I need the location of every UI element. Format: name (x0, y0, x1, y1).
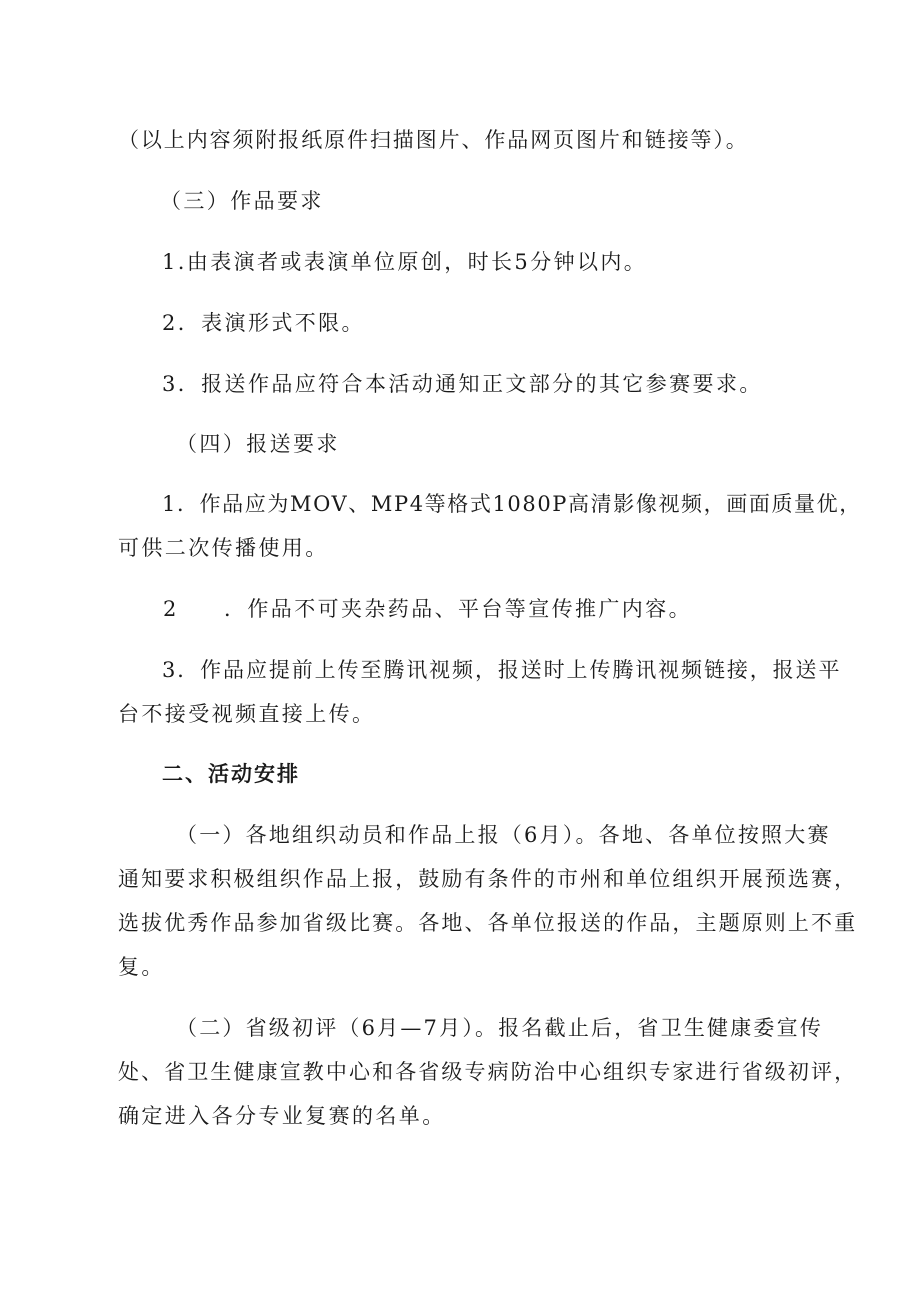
section-heading-work-requirements: （三）作品要求 (160, 189, 324, 213)
schedule-2-line-3: 确定进入各分专业复赛的名单。 (118, 1104, 446, 1128)
scan-note-line: （以上内容须附报纸原件扫描图片、作品网页图片和链接等）。 (118, 128, 749, 152)
requirement-item-1: 1.由表演者或表演单位原创，时长5分钟以内。 (162, 250, 648, 274)
schedule-1-line-2: 通知要求积极组织作品上报，鼓励有条件的市州和单位组织开展预选赛， (118, 867, 858, 891)
schedule-1-line-3: 选拔优秀作品参加省级比赛。各地、各单位报送的作品，主题原则上不重 (118, 911, 858, 935)
requirement-item-2: 2．表演形式不限。 (162, 311, 365, 335)
submission-item-1-line-1: 1．作品应为MOV、MP4等格式1080P高清影像视频，画面质量优， (162, 492, 862, 516)
schedule-2-line-1: （二）省级初评（6月—7月）。报名截止后，省卫生健康委宣传 (176, 1016, 824, 1040)
schedule-1-line-4: 复。 (118, 955, 165, 979)
submission-item-3-line-2: 台不接受视频直接上传。 (118, 702, 376, 726)
submission-item-2-number: 2 (163, 597, 179, 621)
submission-item-1-line-2: 可供二次传播使用。 (118, 536, 329, 560)
submission-item-3-line-1: 3．作品应提前上传至腾讯视频，报送时上传腾讯视频链接，报送平 (162, 658, 842, 682)
requirement-item-3: 3．报送作品应符合本活动通知正文部分的其它参赛要求。 (162, 372, 763, 396)
schedule-1-line-1: （一）各地组织动员和作品上报（6月）。各地、各单位按照大赛 (176, 823, 831, 847)
section-heading-submission-requirements: （四）报送要求 (176, 432, 340, 456)
schedule-2-line-2: 处、省卫生健康宣教中心和各省级专病防治中心组织专家进行省级初评， (118, 1060, 858, 1084)
chapter-heading-activity-schedule: 二、活动安排 (162, 762, 300, 786)
submission-item-2-text: ．作品不可夹杂药品、平台等宣传推广内容。 (224, 597, 692, 621)
